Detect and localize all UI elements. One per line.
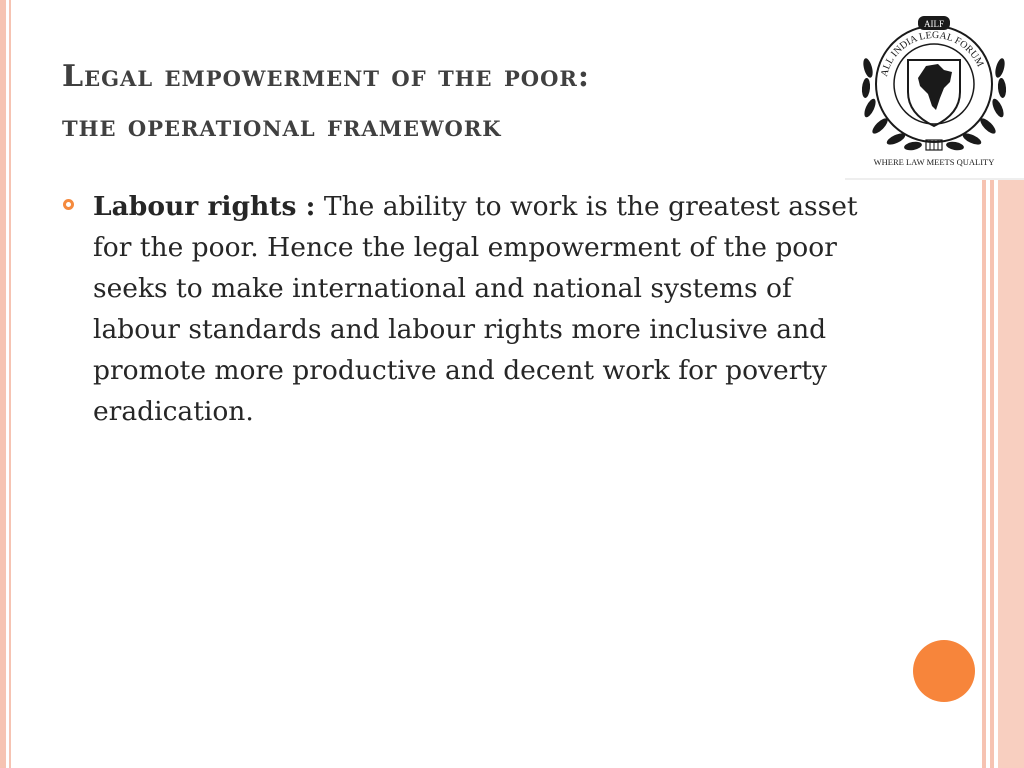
bullet-term: Labour rights : [93,191,316,222]
bullet-text: The ability to work is the greatest asset for the poor. Hence the legal empowerment of the poor seeks to make international and national systems of labour standards and labour rights more inclusive and promote more productive and decent work for poverty eradication. [93,191,858,427]
bullet-ring-icon [63,199,74,210]
right-decorative-stripe [990,180,994,768]
right-decorative-stripe [982,180,986,768]
slide-title-line-1: Legal empowerment of the poor: [62,59,590,94]
slide-title-line-2: the operational framework [62,109,502,144]
decorative-orange-circle [913,640,975,702]
logo-tagline: WHERE LAW MEETS QUALITY [873,157,995,167]
ailf-emblem-icon [846,2,1022,176]
left-decorative-stripe [0,0,6,768]
slide-title [62,52,842,152]
left-decorative-stripe-thin [9,0,11,768]
logo-ring-text: ALL INDIA LEGAL FORUM [878,29,986,78]
logo-abbreviation: AILF [924,19,944,29]
bullet-list [62,186,862,432]
ailf-logo [846,2,1022,176]
bullet-item [62,186,862,432]
right-decorative-band [998,180,1024,768]
